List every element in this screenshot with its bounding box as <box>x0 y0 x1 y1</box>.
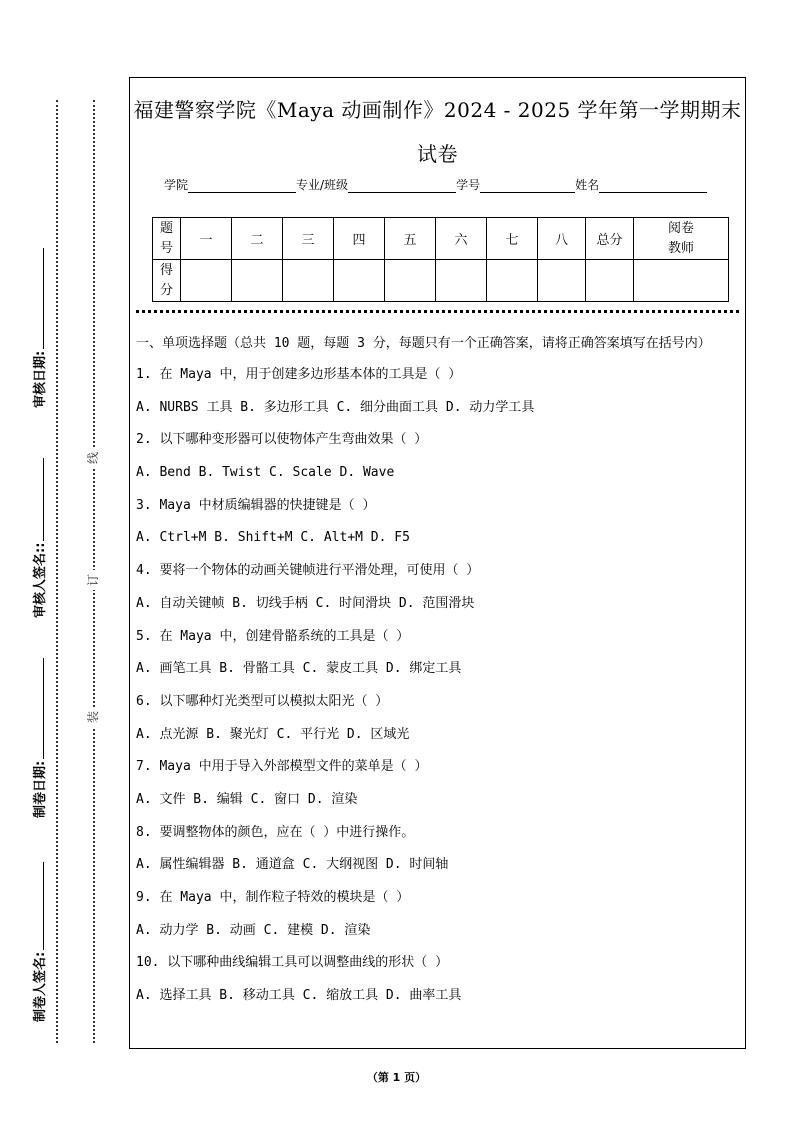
make-date-blank <box>32 658 44 759</box>
make-name-signature <box>28 862 48 1022</box>
reviewer-cell[interactable] <box>634 260 729 302</box>
col-header: 四 <box>334 218 385 260</box>
col-header-total: 总分 <box>586 218 634 260</box>
col-header: 一 <box>181 218 232 260</box>
exam-title <box>130 88 745 176</box>
page-number: （第 1 页） <box>366 1071 427 1084</box>
question-number-label <box>153 218 181 260</box>
score-cell[interactable] <box>538 260 586 302</box>
score-label-char2: 分 <box>159 282 173 298</box>
score-label-char1: 得 <box>159 262 173 278</box>
question-number-label-char2: 号 <box>159 240 173 256</box>
question-options: A. Ctrl+M B. Shift+M C. Alt+M D. F5 <box>136 530 410 546</box>
question-text: 4. 要将一个物体的动画关键帧进行平滑处理，可使用（ ） <box>136 563 480 579</box>
score-cell[interactable] <box>283 260 334 302</box>
question-section <box>136 333 737 1019</box>
question-text: 8. 要调整物体的颜色，应在（ ）中进行操作。 <box>136 824 415 840</box>
question-text: 6. 以下哪种灯光类型可以模拟太阳光（ ） <box>136 693 389 709</box>
name-label: 姓名 <box>575 178 600 192</box>
question-options: A. 动力学 B. 动画 C. 建模 D. 渲染 <box>136 922 371 938</box>
score-label <box>153 260 181 302</box>
major-label: 专业/班级 <box>296 178 349 192</box>
question-text: 7. Maya 中用于导入外部模型文件的菜单是（ ） <box>136 759 428 775</box>
review-date-blank <box>32 248 44 349</box>
binding-char-line: 线 <box>84 448 104 468</box>
binding-dotted-line-outer <box>56 100 58 1043</box>
col-header: 八 <box>538 218 586 260</box>
reviewer-header-line2: 教师 <box>667 240 694 256</box>
make-date-signature <box>28 658 48 818</box>
review-name-signature <box>28 458 48 618</box>
review-name-label: 审核人签名:: <box>32 542 48 618</box>
review-date-label: 审核日期: <box>32 350 48 408</box>
make-date-label: 制卷日期: <box>32 760 48 818</box>
question-text: 10. 以下哪种曲线编辑工具可以调整曲线的形状（ ） <box>136 955 449 971</box>
question-options: A. 属性编辑器 B. 通道盒 C. 大纲视图 D. 时间轴 <box>136 857 449 873</box>
major-class-field[interactable] <box>348 181 456 193</box>
score-table-header-row <box>153 218 729 260</box>
exam-title-line2: 试卷 <box>417 142 458 166</box>
col-header: 五 <box>385 218 436 260</box>
question-list <box>136 365 737 1019</box>
binding-char-zhuang: 装 <box>84 707 104 727</box>
review-date-signature <box>28 248 48 408</box>
college-label: 学院 <box>164 178 189 192</box>
question-options: A. 自动关键帧 B. 切线手柄 C. 时间滑块 D. 范围滑块 <box>136 595 475 611</box>
question-options: A. 画笔工具 B. 骨骼工具 C. 蒙皮工具 D. 绑定工具 <box>136 661 462 677</box>
score-cell[interactable] <box>232 260 283 302</box>
score-cell[interactable] <box>385 260 436 302</box>
question-options: A. 选择工具 B. 移动工具 C. 缩放工具 D. 曲率工具 <box>136 988 462 1004</box>
col-header: 二 <box>232 218 283 260</box>
make-name-label: 制卷人签名: <box>32 951 48 1022</box>
question-text: 5. 在 Maya 中，创建骨骼系统的工具是（ ） <box>136 628 410 644</box>
col-header: 七 <box>487 218 538 260</box>
question-options: A. Bend B. Twist C. Scale D. Wave <box>136 465 395 481</box>
reviewer-header-line1: 阅卷 <box>667 220 694 236</box>
college-field[interactable] <box>188 181 296 193</box>
student-id-field[interactable] <box>480 181 575 193</box>
question-options: A. NURBS 工具 B. 多边形工具 C. 细分曲面工具 D. 动力学工具 <box>136 399 535 415</box>
reviewer-header <box>634 218 729 260</box>
student-info-row <box>164 176 707 193</box>
student-id-label: 学号 <box>456 178 481 192</box>
section-heading: 一、单项选择题（总共 10 题，每题 3 分，每题只有一个正确答案，请将正确答案填写在括号内） <box>136 336 711 351</box>
exam-frame <box>129 77 746 1049</box>
review-name-blank <box>32 458 44 541</box>
dotted-separator <box>136 310 739 313</box>
score-table-score-row <box>153 260 729 302</box>
score-cell-total[interactable] <box>586 260 634 302</box>
question-text: 3. Maya 中材质编辑器的快捷键是（ ） <box>136 497 376 513</box>
score-cell[interactable] <box>181 260 232 302</box>
exam-title-line1: 福建警察学院《Maya 动画制作》2024 - 2025 学年第一学期期末 <box>133 98 742 122</box>
score-cell[interactable] <box>487 260 538 302</box>
question-options: A. 点光源 B. 聚光灯 C. 平行光 D. 区域光 <box>136 726 410 742</box>
question-text: 2. 以下哪种变形器可以使物体产生弯曲效果（ ） <box>136 432 428 448</box>
col-header: 六 <box>436 218 487 260</box>
question-text: 1. 在 Maya 中，用于创建多边形基本体的工具是（ ） <box>136 367 462 382</box>
binding-char-ding: 订 <box>84 570 104 590</box>
make-name-blank <box>32 862 44 950</box>
score-table <box>152 217 729 302</box>
question-number-label-char1: 题 <box>159 220 173 236</box>
score-cell[interactable] <box>334 260 385 302</box>
col-header: 三 <box>283 218 334 260</box>
name-field[interactable] <box>599 181 707 193</box>
score-cell[interactable] <box>436 260 487 302</box>
question-options: A. 文件 B. 编辑 C. 窗口 D. 渲染 <box>136 791 358 807</box>
question-text: 9. 在 Maya 中，制作粒子特效的模块是（ ） <box>136 890 410 905</box>
